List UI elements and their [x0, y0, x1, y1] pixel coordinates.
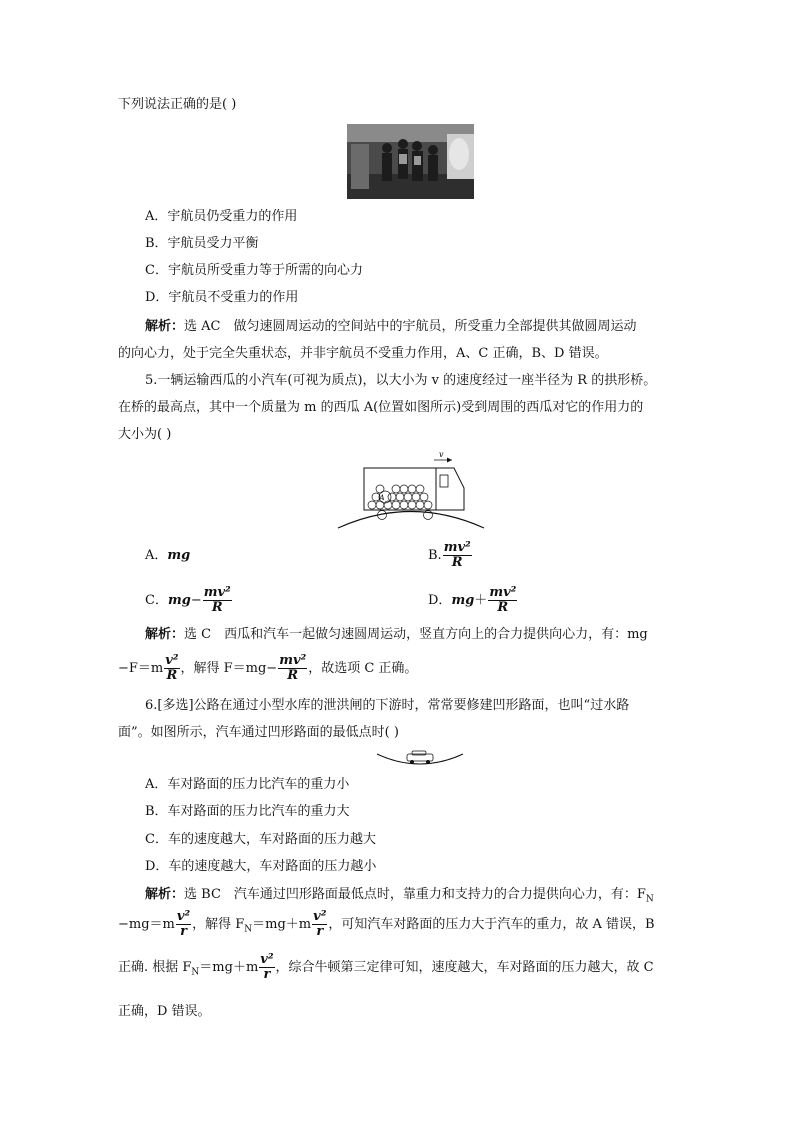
- q4-stem: 下列说法正确的是( ): [118, 97, 237, 112]
- q4-option-b: B．宇航员受力平衡: [145, 236, 259, 251]
- truck-on-bridge-diagram: [336, 450, 486, 530]
- astronaut-photo: [347, 124, 474, 199]
- q6-stem-line1: 6.[多选]公路在通过小型水库的泄洪闸的下游时，常常要修建凹形路面，也叫“过水路: [145, 698, 630, 713]
- q5-stem-line1: 5.一辆运输西瓜的小汽车(可视为质点)，以大小为 v 的速度经过一座半径为 R 的拱形桥。: [145, 373, 657, 388]
- q4-analysis-line1: [145, 318, 636, 336]
- q6-analysis-line4: 正确，D 错误。: [118, 1004, 211, 1019]
- fig-label-v: v: [439, 450, 444, 459]
- q5-analysis-line2: −F＝m $\frac{\text{v²}}{R}$ ，解得 F＝mg− $\frac{\text{mv²}}{R}$ ，故选项 C 正确。: [118, 653, 418, 683]
- analysis-label: 解析：: [145, 319, 185, 334]
- q4-analysis-line2: 的向心力，处于完全失重状态，并非宇航员不受重力作用，A、C 正确，B、D 错误。: [118, 346, 608, 361]
- q5-option-d: D．mg＋ $\frac{\text{mv²}}{R}$: [428, 585, 517, 615]
- q6-option-b: B．车对路面的压力比汽车的重力大: [145, 804, 350, 819]
- q6-analysis-line2: −mg＝m $\frac{\text{v²}}{r}$ ，解得 $F_N=mg+m$ $\frac{\text{v²}}{r}$ ，可知汽车对路面的压力大于汽车的重力，故 A 错误，B: [118, 909, 655, 939]
- q6-option-c: C．车的速度越大，车对路面的压力越大: [145, 832, 376, 847]
- q6-option-a: A．车对路面的压力比汽车的重力小: [145, 777, 350, 792]
- analysis-text: 选 AC 做匀速圆周运动的空间站中的宇航员，所受重力全部提供其做圆周运动: [184, 319, 637, 334]
- q5-option-a: A．mg: [145, 548, 191, 563]
- q5-analysis-line1: 解析：选 C 西瓜和汽车一起做匀速圆周运动，竖直方向上的合力提供向心力，有：mg: [145, 627, 648, 642]
- q6-analysis-line3: 正确. 根据 $F_N=mg+m$ $\frac{\text{v²}}{r}$ ，综合牛顿第三定律可知，速度越大，车对路面的压力越大，故 C: [118, 952, 654, 982]
- q4-option-d: D．宇航员不受重力的作用: [145, 290, 299, 305]
- q5-stem-line3: 大小为( ): [118, 427, 172, 442]
- q5-option-c: C．mg− $\frac{\text{mv²}}{R}$: [145, 585, 231, 615]
- q5-stem-line2: 在桥的最高点，其中一个质量为 m 的西瓜 A(位置如图所示)受到周围的西瓜对它的作用力的: [118, 400, 644, 415]
- q6-stem-line2: 面”。如图所示，汽车通过凹形路面的最低点时( ): [118, 725, 399, 740]
- q6-analysis-line1: 解析：选 BC 汽车通过凹形路面最低点时，靠重力和支持力的合力提供向心力，有：$F_N$: [145, 887, 654, 905]
- q5-option-b: B. $\frac{\text{mv²}}{R}$: [428, 540, 471, 570]
- q4-option-c: C．宇航员所受重力等于所需的向心力: [145, 263, 363, 278]
- fig-label-a: A: [379, 494, 385, 502]
- q6-option-d: D．车的速度越大，车对路面的压力越小: [145, 859, 377, 874]
- concave-road-diagram: [375, 748, 465, 770]
- q4-option-a: A．宇航员仍受重力的作用: [145, 209, 298, 224]
